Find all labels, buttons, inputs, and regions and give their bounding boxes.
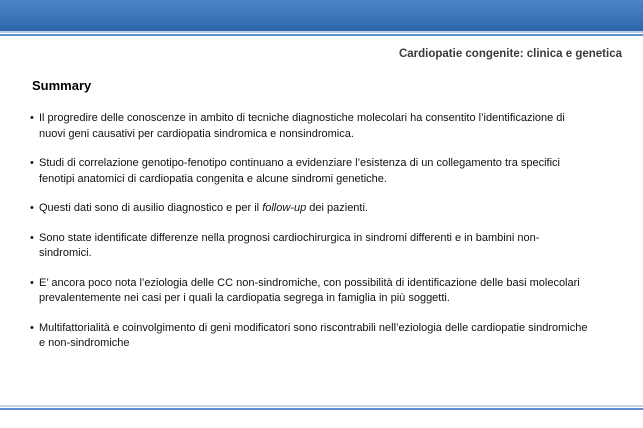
bullet-text-italic: follow-up xyxy=(262,202,307,214)
bullet-item-3 xyxy=(30,201,590,217)
bullet-text xyxy=(39,202,368,214)
bullet-text-part: Questi dati sono di ausilio diagnostico e per il xyxy=(39,202,263,214)
header-rule xyxy=(0,34,643,36)
slide-subject: Cardiopatie congenite: clinica e genetica xyxy=(398,48,622,60)
footer-rule-light xyxy=(0,405,643,407)
bullet-dot: • xyxy=(30,157,34,169)
bullet-item-6 xyxy=(30,321,590,352)
bullet-dot: • xyxy=(30,202,34,214)
footer-rule xyxy=(0,408,643,410)
bullet-text: Multifattorialità e coinvolgimento di geni modificatori sono riscontrabili nell’eziologia delle cardiopatie sindromiche e non-sindromiche xyxy=(39,321,588,349)
bullet-text: E’ ancora poco nota l’eziologia delle CC non-sindromiche, con possibilità di identificazione delle basi molecolari prevalentemente nei casi per i quali la cardiopatia segrega in famiglia in più soggetti. xyxy=(39,276,580,304)
summary-title: Summary xyxy=(32,78,92,93)
bullet-text: Studi di correlazione genotipo-fenotipo continuano a evidenziare l’esistenza di un collegamento tra specifici fenotipi anatomici di cardiopatia congenita e alcune sindromi genetiche. xyxy=(39,157,560,185)
bullet-dot: • xyxy=(30,321,34,334)
bullet-text: Il progredire delle conoscenze in ambito di tecniche diagnostiche molecolari ha consentito l’identificazione di nuovi geni causativi per cardiopatia sindromica e nonsindromica. xyxy=(39,112,565,140)
bullet-text: Sono state identificate differenze nella prognosi cardiochirurgica in sindromi differenti e in bambini non-sindromici. xyxy=(39,231,540,259)
summary-bullet-list xyxy=(30,111,590,366)
bullet-text-part: dei pazienti. xyxy=(306,202,368,214)
bullet-item-4 xyxy=(30,231,590,262)
bullet-item-1 xyxy=(30,111,590,142)
bullet-dot: • xyxy=(30,276,34,289)
bullet-dot: • xyxy=(30,112,34,124)
header-bar xyxy=(0,0,643,31)
bullet-item-2 xyxy=(30,156,590,187)
header-rule-light xyxy=(0,31,643,33)
bullet-item-5 xyxy=(30,276,590,307)
bullet-dot: • xyxy=(30,231,34,244)
